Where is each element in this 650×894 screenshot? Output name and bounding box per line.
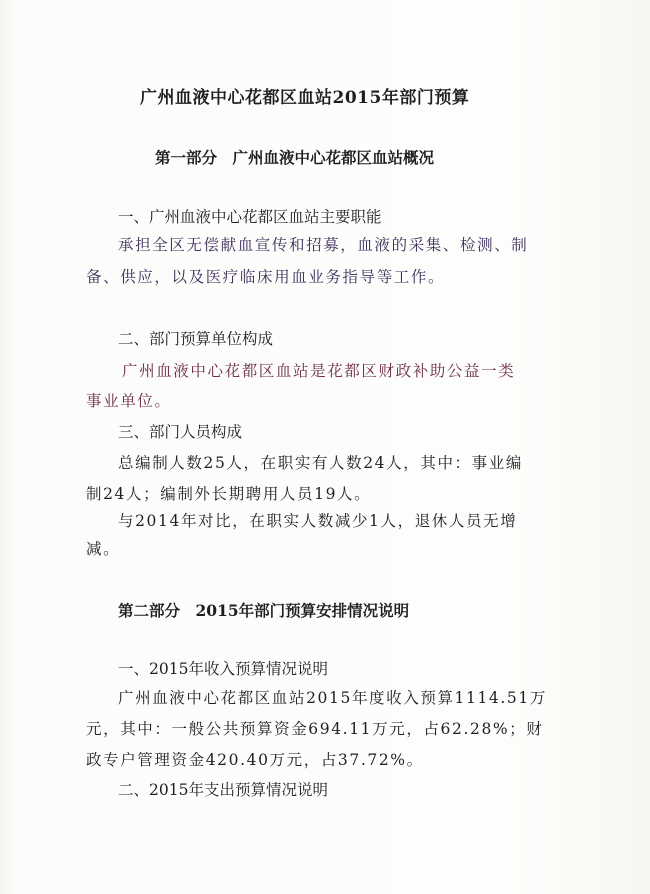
part1-section3-line-2: 制24人；编制外长期聘用人员19人。 <box>86 485 372 503</box>
part2-section2-heading: 二、2015年支出预算情况说明 <box>118 781 328 799</box>
part2-section1-heading: 一、2015年收入预算情况说明 <box>118 660 328 678</box>
part1-section2-heading: 二、部门预算单位构成 <box>118 330 274 348</box>
part1-heading: 第一部分 广州血液中心花都区血站概况 <box>155 148 435 167</box>
part2-heading: 第二部分 2015年部门预算安排情况说明 <box>118 601 410 620</box>
part1-section3-line-4: 减。 <box>86 540 121 558</box>
part1-section1-line-2: 备、供应，以及医疗临床用血业务指导等工作。 <box>86 268 446 286</box>
part2-section1-line-2: 元，其中：一般公共预算资金694.11万元，占62.28%；财 <box>86 720 544 738</box>
part1-section1-heading: 一、广州血液中心花都区血站主要职能 <box>118 208 382 226</box>
part2-section1-line-1: 广州血液中心花都区血站2015年度收入预算1114.51万 <box>118 689 547 707</box>
part1-section3-line-1: 总编制人数25人，在职实有人数24人，其中：事业编 <box>118 454 523 472</box>
part1-section3-line-3: 与2014年对比，在职实人数减少1人，退休人员无增 <box>118 512 518 530</box>
document-title: 广州血液中心花都区血站2015年部门预算 <box>140 88 470 108</box>
part1-section3-heading: 三、部门人员构成 <box>118 423 243 441</box>
part1-section2-line-2: 事业单位。 <box>86 392 172 410</box>
part1-section1-line-1: 承担全区无偿献血宣传和招募，血液的采集、检测、制 <box>118 236 529 254</box>
part2-section1-line-3: 政专户管理资金420.40万元，占37.72%。 <box>86 751 424 769</box>
part1-section2-line-1: 广州血液中心花都区血站是花都区财政补助公益一类 <box>122 362 516 380</box>
